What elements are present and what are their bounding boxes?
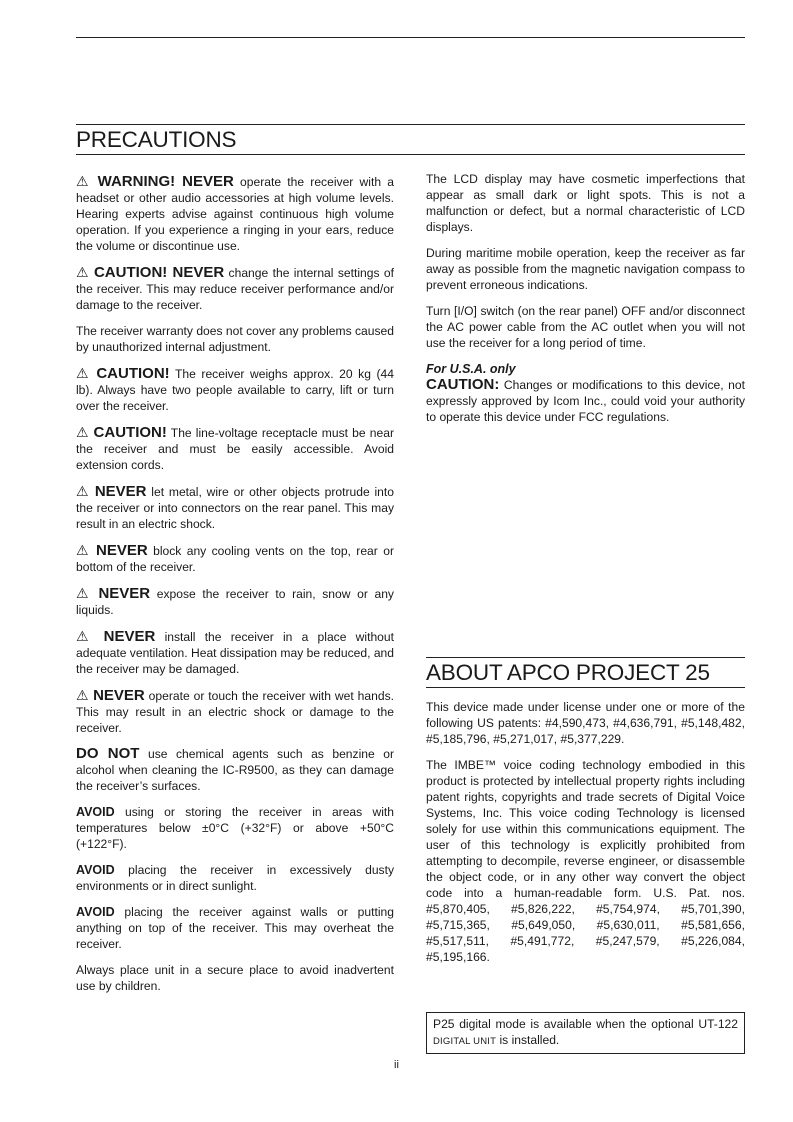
warning-headset: ⚠ WARNING! NEVER operate the receiver with a headset or other audio accessories at high volume levels. Hearing experts advise against continuous high volume operation. If you experience a ringing in your ears, reduce the volume or discontinue use. bbox=[76, 173, 394, 253]
caution-receptacle: ⚠ CAUTION! The line-voltage receptacle must be near the receiver and must be easily accessible. Avoid extension cords. bbox=[76, 424, 394, 472]
never-install-no-ventilation: ⚠ NEVER install the receiver in a place without adequate ventilation. Heat dissipation may be reduced, and the receiver may be damaged. bbox=[76, 628, 395, 676]
warning-icon: ⚠ bbox=[76, 628, 95, 644]
warning-icon: ⚠ bbox=[76, 542, 91, 558]
caution-weight: ⚠ CAUTION! The receiver weighs approx. 20 kg (44 lb). Always have two people available to carry, lift or turn over the receiver. bbox=[76, 365, 394, 413]
do-not-chemicals: DO NOT use chemical agents such as benzine or alcohol when cleaning the IC-R9500, as they can damage the receiver’s surfaces. bbox=[76, 745, 394, 793]
secure-place-note: Always place unit in a secure place to avoid inadvertent use by children. bbox=[76, 963, 394, 993]
precautions-title: PRECAUTIONS bbox=[76, 124, 745, 155]
warranty-note: The receiver warranty does not cover any problems caused by unauthorized internal adjustment. bbox=[76, 324, 394, 354]
warning-icon: ⚠ bbox=[76, 483, 90, 499]
precautions-right-column bbox=[426, 171, 745, 435]
p25-note-box: P25 digital mode is available when the optional UT-122 DIGITAL UNIT is installed. bbox=[426, 1012, 745, 1054]
page-number: ii bbox=[394, 1059, 399, 1071]
never-protrude: ⚠ NEVER let metal, wire or other objects protrude into the receiver or into connectors on the rear panel. This may result in an electric shock. bbox=[76, 483, 394, 531]
avoid-dusty: AVOID placing the receiver in excessively dusty environments or in direct sunlight. bbox=[76, 863, 394, 893]
warning-icon: ⚠ bbox=[76, 264, 90, 280]
caution-internal-settings: ⚠ CAUTION! NEVER change the internal settings of the receiver. This may reduce receiver performance and/or damage to the receiver. bbox=[76, 264, 394, 312]
warning-icon: ⚠ bbox=[76, 424, 90, 440]
imbe-paragraph: The IMBE™ voice coding technology embodied in this product is protected by intellectual property rights including patent rights, copyrights and trade secrets of Digital Voice Systems, Inc. This voice coding Technology is licensed solely for use within this communications equipment. The user of this technology is explicitly prohibited from attempting to decompile, reverse engineer, or disassemble the object code, or in any other way convert the object code into a human-readable form. U.S. Pat. nos. #5,870,405, #5,826,222, #5,754,974, #5,701,390, #5,715,365, #5,649,050, #5,630,011, #5,581,656, #5,517,511, #5,491,772, #5,247,579, #5,226,084, #5,195,166. bbox=[426, 758, 745, 964]
avoid-walls: AVOID placing the receiver against walls or putting anything on top of the receiver. This may overheat the receiver. bbox=[76, 905, 394, 951]
never-wet-hands: ⚠ NEVER operate or touch the receiver with wet hands. This may result in an electric shock or damage to the receiver. bbox=[76, 687, 394, 735]
precautions-left-column bbox=[76, 173, 394, 1004]
usa-heading: For U.S.A. only bbox=[426, 362, 516, 376]
apco-title: ABOUT APCO PROJECT 25 bbox=[426, 657, 745, 688]
maritime-note: During maritime mobile operation, keep the receiver as far away as possible from the magnetic navigation compass to prevent erroneous indications. bbox=[426, 246, 745, 292]
usa-caution: For U.S.A. only CAUTION: Changes or modifications to this device, not expressly approved by Icom Inc., could void your authority to operate this device under FCC regulations. bbox=[426, 362, 745, 424]
never-expose-liquids: ⚠ NEVER expose the receiver to rain, snow or any liquids. bbox=[76, 585, 394, 617]
top-rule bbox=[76, 37, 745, 38]
power-switch-note: Turn [I/O] switch (on the rear panel) OFF and/or disconnect the AC power cable from the AC outlet when you will not use the receiver for a long period of time. bbox=[426, 304, 745, 350]
lcd-note: The LCD display may have cosmetic imperfections that appear as small dark or light spots. This is not a malfunction or defect, but a normal characteristic of LCD displays. bbox=[426, 172, 745, 234]
warning-icon: ⚠ bbox=[76, 585, 92, 601]
never-block-vents: ⚠ NEVER block any cooling vents on the top, rear or bottom of the receiver. bbox=[76, 542, 394, 574]
warning-icon: ⚠ bbox=[76, 687, 90, 703]
warning-icon: ⚠ bbox=[76, 365, 91, 381]
warning-icon: ⚠ bbox=[76, 173, 92, 189]
patents-paragraph: This device made under license under one or more of the following US patents: #4,590,473, #4,636,791, #5,148,482, #5,185,796, #5,271,017, #5,377,229. bbox=[426, 700, 745, 746]
avoid-temperatures: AVOID using or storing the receiver in areas with temperatures below ±0°C (+32°F) or above +50°C (+122°F). bbox=[76, 805, 394, 851]
apco-body bbox=[426, 699, 745, 975]
